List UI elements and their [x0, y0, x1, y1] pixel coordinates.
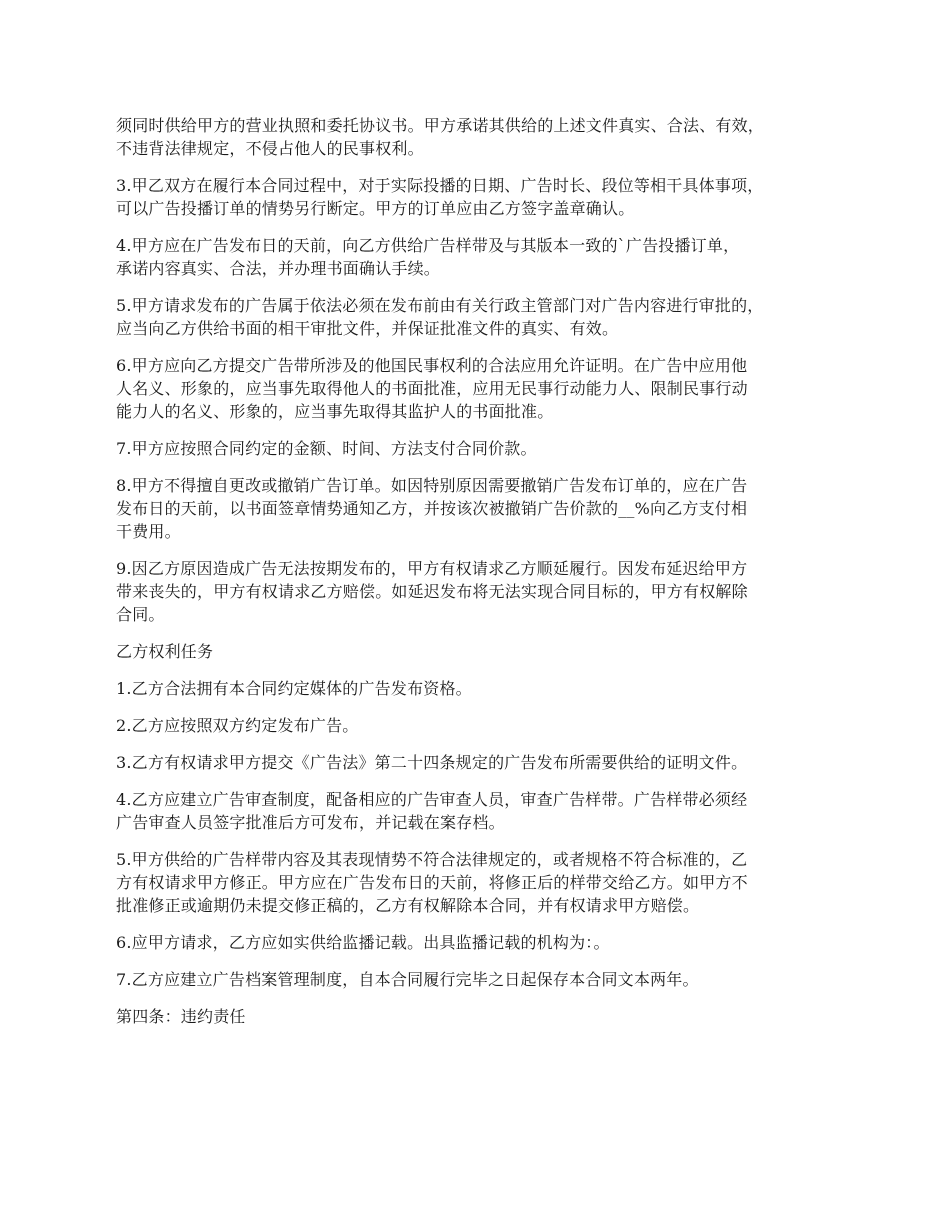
paragraph-party-b-4: 4.乙方应建立广告审查制度，配备相应的广告审查人员，审查广告样带。广告样带必须经 广告审查人员签字批准后方可发布，并记载在案存档。 [116, 790, 748, 832]
paragraph-party-a-3: 3.甲乙双方在履行本合同过程中，对于实际投播的日期、广告时长、段位等相干具体事项， 可以广告投播订单的情势另行断定。甲方的订单应由乙方签字盖章确认。 [116, 176, 764, 218]
paragraph-party-b-3: 3.乙方有权请求甲方提交《广告法》第二十四条规定的广告发布所需要供给的证明文件。 [116, 753, 748, 772]
document-body [116, 114, 846, 1042]
paragraph-party-b-6: 6.应甲方请求，乙方应如实供给监播记载。出具监播记载的机构为：。 [116, 933, 610, 952]
paragraph-obligation-docs-cont: 须同时供给甲方的营业执照和委托协议书。甲方承诺其供给的上述文件真实、合法、有效， 不违背法律规定，不侵占他人的民事权利。 [116, 116, 765, 158]
paragraph-party-b-7: 7.乙方应建立广告档案管理制度，自本合同履行完毕之日起保存本合同文本两年。 [116, 970, 699, 989]
paragraph-party-a-8: 8.甲方不得擅自更改或撤销广告订单。如因特别原因需要撤销广告发布订单的，应在广告 发布日的天前，以书面签章情势通知乙方，并按该次被撤销广告价款的__%向乙方支付相 干费用。 [116, 476, 748, 541]
paragraph-party-a-5: 5.甲方请求发布的广告属于依法必须在发布前由有关行政主管部门对广告内容进行审批的， 应当向乙方供给书面的相干审批文件，并保证批准文件的真实、有效。 [116, 296, 764, 338]
paragraph-party-a-7: 7.甲方应按照合同约定的金额、时间、方法支付合同价款。 [116, 439, 537, 458]
paragraph-party-b-2: 2.乙方应按照双方约定发布广告。 [116, 716, 359, 735]
paragraph-party-a-4: 4.甲方应在广告发布日的天前，向乙方供给广告样带及与其版本一致的`广告投播订单， 承诺内容真实、合法，并办理书面确认手续。 [116, 236, 740, 278]
paragraph-party-b-5: 5.甲方供给的广告样带内容及其表现情势不符合法律规定的，或者规格不符合标准的，乙 方有权请求甲方修正。甲方应在广告发布日的天前，将修正后的样带交给乙方。如甲方不 批准修正或逾期仍未提交修正稿的，乙方有权解除本合同，并有权请求甲方赔偿。 [116, 850, 748, 915]
paragraph-party-a-9: 9.因乙方原因造成广告无法按期发布的，甲方有权请求乙方顺延履行。因发布延迟给甲方 带来丧失的，甲方有权请求乙方赔偿。如延迟发布将无法实现合同目标的，甲方有权解除 合同。 [116, 559, 748, 624]
section-heading-party-b: 乙方权利任务 [116, 642, 214, 661]
section-heading-article-4: 第四条：违约责任 [116, 1007, 246, 1026]
paragraph-party-a-6: 6.甲方应向乙方提交广告带所涉及的他国民事权利的合法应用允许证明。在广告中应用他 人名义、形象的，应当事先取得他人的书面批准，应用无民事行动能力人、限制民事行动 能力人的名义、形象的，应当事先取得其监护人的书面批准。 [116, 356, 748, 421]
paragraph-party-b-1: 1.乙方合法拥有本合同约定媒体的广告发布资格。 [116, 679, 472, 698]
